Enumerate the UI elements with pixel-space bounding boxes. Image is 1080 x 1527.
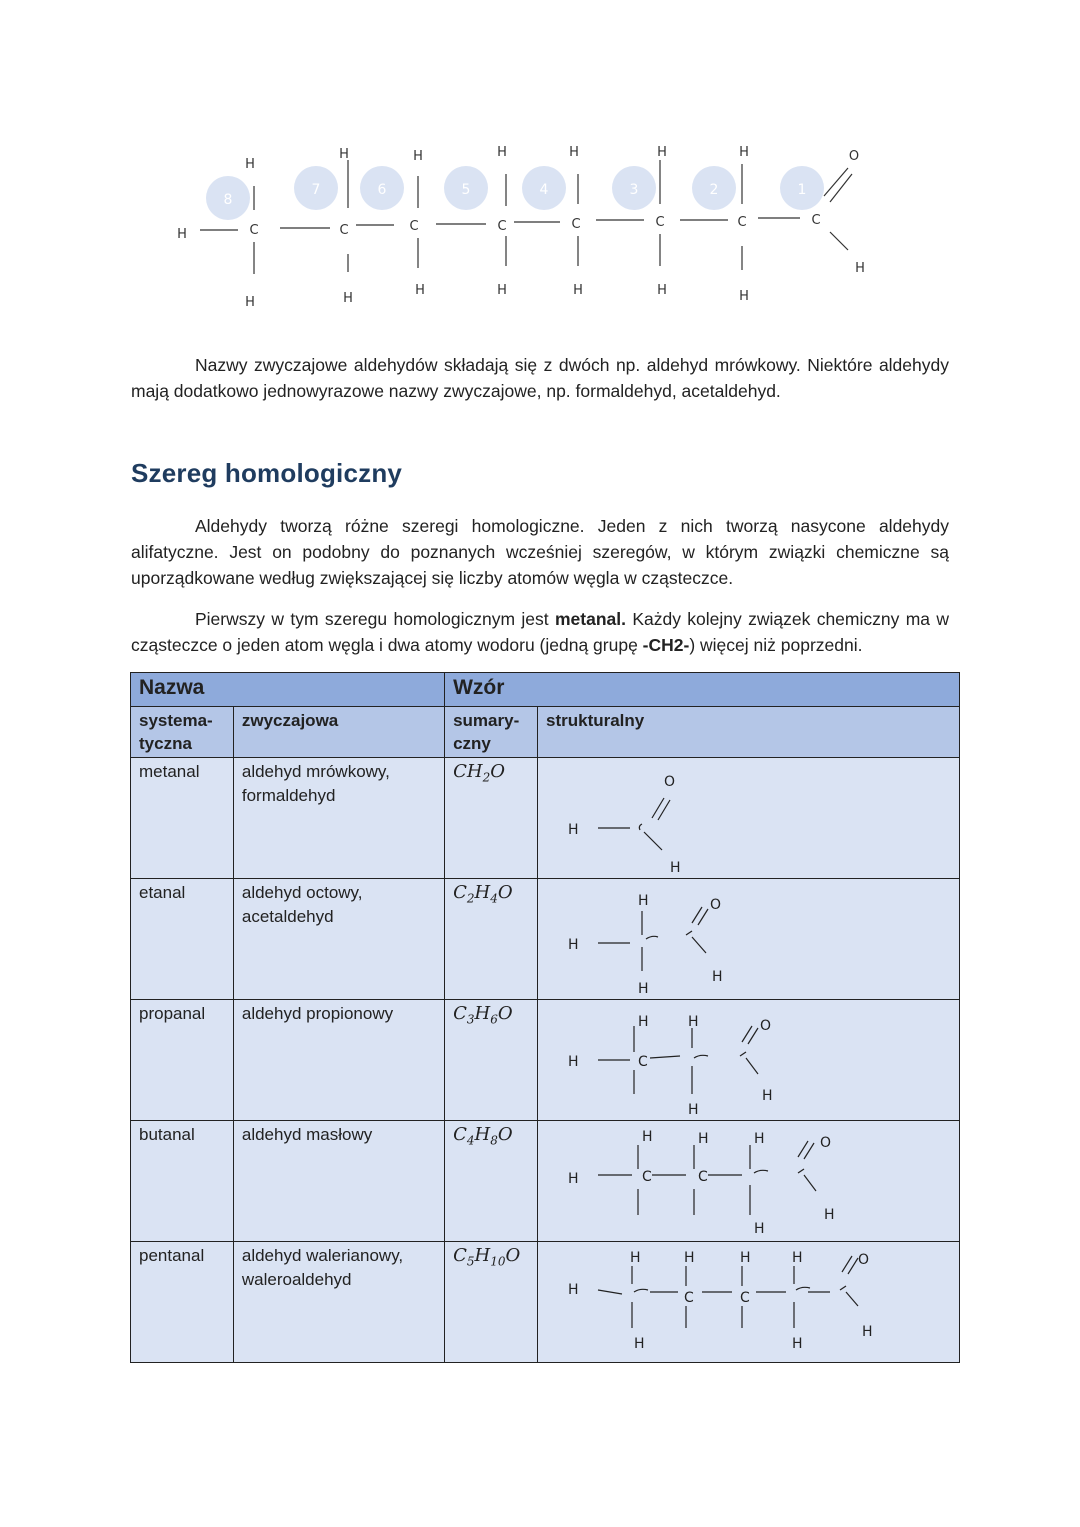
table-subheader-row: [131, 707, 960, 758]
svg-text:O: O: [848, 149, 860, 164]
cell-molecular-formula: $C_2H_4O$: [445, 879, 538, 1000]
metanal-structure: [546, 760, 946, 872]
svg-text:H: H: [739, 289, 749, 304]
table-row: [131, 1000, 960, 1121]
svg-text:H: H: [698, 1131, 709, 1147]
paragraph-text: Pierwszy w tym szeregu homologicznym jest: [195, 609, 555, 629]
homologous-series-table: [130, 672, 960, 1363]
svg-text:C: C: [638, 1054, 648, 1070]
svg-text:H: H: [688, 1014, 699, 1030]
svg-text:H: H: [245, 295, 255, 310]
svg-text:H: H: [657, 283, 667, 298]
svg-text:C: C: [811, 213, 821, 228]
cell-common: aldehyd propionowy: [233, 1000, 444, 1121]
svg-text:C: C: [698, 1169, 708, 1185]
paragraph-text: ) więcej niż poprzedni.: [689, 635, 863, 655]
svg-text:C: C: [655, 215, 665, 230]
octanal-structure-diagram: [150, 130, 910, 320]
svg-text:H: H: [177, 227, 187, 242]
svg-text:H: H: [740, 1250, 751, 1266]
svg-text:H: H: [638, 1014, 649, 1030]
svg-text:H: H: [568, 1054, 579, 1070]
svg-text:H: H: [688, 1102, 699, 1114]
cell-molecular-formula: $C_4H_8O$: [445, 1121, 538, 1242]
svg-text:H: H: [792, 1250, 803, 1266]
svg-text:8: 8: [223, 192, 233, 208]
cell-systematic: pentanal: [131, 1242, 234, 1363]
svg-text:H: H: [568, 1171, 579, 1187]
svg-text:H: H: [569, 145, 579, 160]
cell-systematic: etanal: [131, 879, 234, 1000]
cell-systematic: propanal: [131, 1000, 234, 1121]
svg-text:H: H: [754, 1131, 765, 1147]
table-header-row: [131, 673, 960, 707]
subheader-systematyczna: systema- tyczna: [131, 707, 234, 758]
svg-text:H: H: [573, 283, 583, 298]
cell-structural-formula: [538, 758, 960, 879]
paragraph-text: Aldehydy tworzą różne szeregi homologiczne. Jeden z nich tworzą nasycone aldehydy alifatyczne. Jest on podobny do poznanych wcześniej szeregów, w którym związki chemiczne są uporządkowane według zwiększającej się liczby atomów węgla w cząsteczce.: [131, 516, 949, 588]
svg-text:H: H: [824, 1207, 835, 1223]
cell-structural-formula: [538, 879, 960, 1000]
svg-text:C: C: [339, 223, 349, 238]
svg-text:H: H: [862, 1324, 873, 1340]
svg-text:H: H: [497, 283, 507, 298]
svg-text:H: H: [245, 157, 255, 172]
svg-text:2: 2: [709, 182, 719, 198]
cell-common: aldehyd walerianowy, waleroaldehyd: [233, 1242, 444, 1363]
butanal-structure: [546, 1123, 946, 1235]
common-names-paragraph: [131, 352, 949, 404]
header-wzor: Wzór: [445, 673, 960, 707]
svg-text:H: H: [568, 822, 579, 838]
cell-common: aldehyd masłowy: [233, 1121, 444, 1242]
svg-text:H: H: [642, 1129, 653, 1145]
table-row: [131, 1121, 960, 1242]
svg-text:H: H: [712, 969, 723, 985]
svg-text:H: H: [638, 893, 649, 909]
cell-systematic: butanal: [131, 1121, 234, 1242]
svg-text:7: 7: [311, 182, 321, 198]
svg-text:1: 1: [797, 182, 807, 198]
pentanal-structure: [546, 1244, 946, 1356]
cell-molecular-formula: $CH_2O$: [445, 758, 538, 879]
carbon-number-circles: [206, 166, 824, 220]
svg-text:H: H: [413, 149, 423, 164]
paragraph-text: Nazwy zwyczajowe aldehydów składają się z dwóch np. aldehyd mrówkowy. Niektóre aldehydy mają dodatkowo jednowyrazowe nazwy zwyczajowe, np. formaldehyd, acetaldehyd.: [131, 355, 949, 401]
metanal-paragraph: [131, 606, 949, 658]
svg-text:O: O: [710, 897, 722, 913]
cell-structural-formula: [538, 1121, 960, 1242]
cell-structural-formula: [538, 1242, 960, 1363]
svg-text:H: H: [855, 261, 865, 276]
bold-term: metanal.: [554, 609, 626, 629]
cell-common: aldehyd mrówkowy, formaldehyd: [233, 758, 444, 879]
cell-molecular-formula: $C_5H_{10}O$: [445, 1242, 538, 1363]
subheader-zwyczajowa: zwyczajowa: [233, 707, 444, 758]
svg-text:O: O: [858, 1252, 870, 1268]
svg-text:O: O: [664, 774, 676, 790]
svg-text:H: H: [657, 145, 667, 160]
section-title: Szereg homologiczny: [131, 458, 403, 488]
svg-text:C: C: [737, 215, 747, 230]
cell-systematic: metanal: [131, 758, 234, 879]
cell-structural-formula: [538, 1000, 960, 1121]
svg-text:H: H: [792, 1336, 803, 1352]
svg-text:C: C: [249, 223, 259, 238]
svg-text:H: H: [638, 981, 649, 993]
svg-text:C: C: [740, 1290, 750, 1306]
paragraph-text: Każdy kolejny związek chemiczny ma w cząsteczce o jeden atom węgla i dwa atomy wodoru (jedną grupę: [131, 609, 949, 655]
table-row: [131, 1242, 960, 1363]
svg-text:O: O: [820, 1135, 832, 1151]
cell-molecular-formula: $C_3H_6O$: [445, 1000, 538, 1121]
header-nazwa: Nazwa: [131, 673, 445, 707]
svg-text:H: H: [634, 1336, 645, 1352]
svg-text:H: H: [568, 937, 579, 953]
bold-group: -CH2-: [642, 635, 690, 655]
svg-text:5: 5: [461, 182, 471, 198]
svg-text:H: H: [739, 145, 749, 160]
svg-text:O: O: [760, 1018, 772, 1034]
svg-text:H: H: [343, 291, 353, 306]
svg-text:4: 4: [539, 182, 549, 198]
table-row: [131, 879, 960, 1000]
svg-text:C: C: [409, 219, 419, 234]
etanal-structure: [546, 881, 946, 993]
svg-text:H: H: [630, 1250, 641, 1266]
svg-text:H: H: [670, 860, 681, 872]
svg-text:3: 3: [629, 182, 639, 198]
svg-text:H: H: [415, 283, 425, 298]
svg-text:H: H: [568, 1282, 579, 1298]
svg-text:C: C: [684, 1290, 694, 1306]
svg-text:C: C: [497, 219, 507, 234]
subheader-sumaryczny: sumary- czny: [445, 707, 538, 758]
svg-text:H: H: [684, 1250, 695, 1266]
svg-text:H: H: [339, 147, 349, 162]
propanal-structure: [546, 1002, 946, 1114]
table-row: [131, 758, 960, 879]
svg-text:H: H: [497, 145, 507, 160]
svg-text:C: C: [571, 217, 581, 232]
svg-text:6: 6: [377, 182, 387, 198]
svg-text:H: H: [762, 1088, 773, 1104]
svg-text:H: H: [754, 1221, 765, 1235]
svg-text:C: C: [642, 1169, 652, 1185]
cell-common: aldehyd octowy, acetaldehyd: [233, 879, 444, 1000]
subheader-strukturalny: strukturalny: [538, 707, 960, 758]
homologous-series-paragraph: [131, 513, 949, 591]
